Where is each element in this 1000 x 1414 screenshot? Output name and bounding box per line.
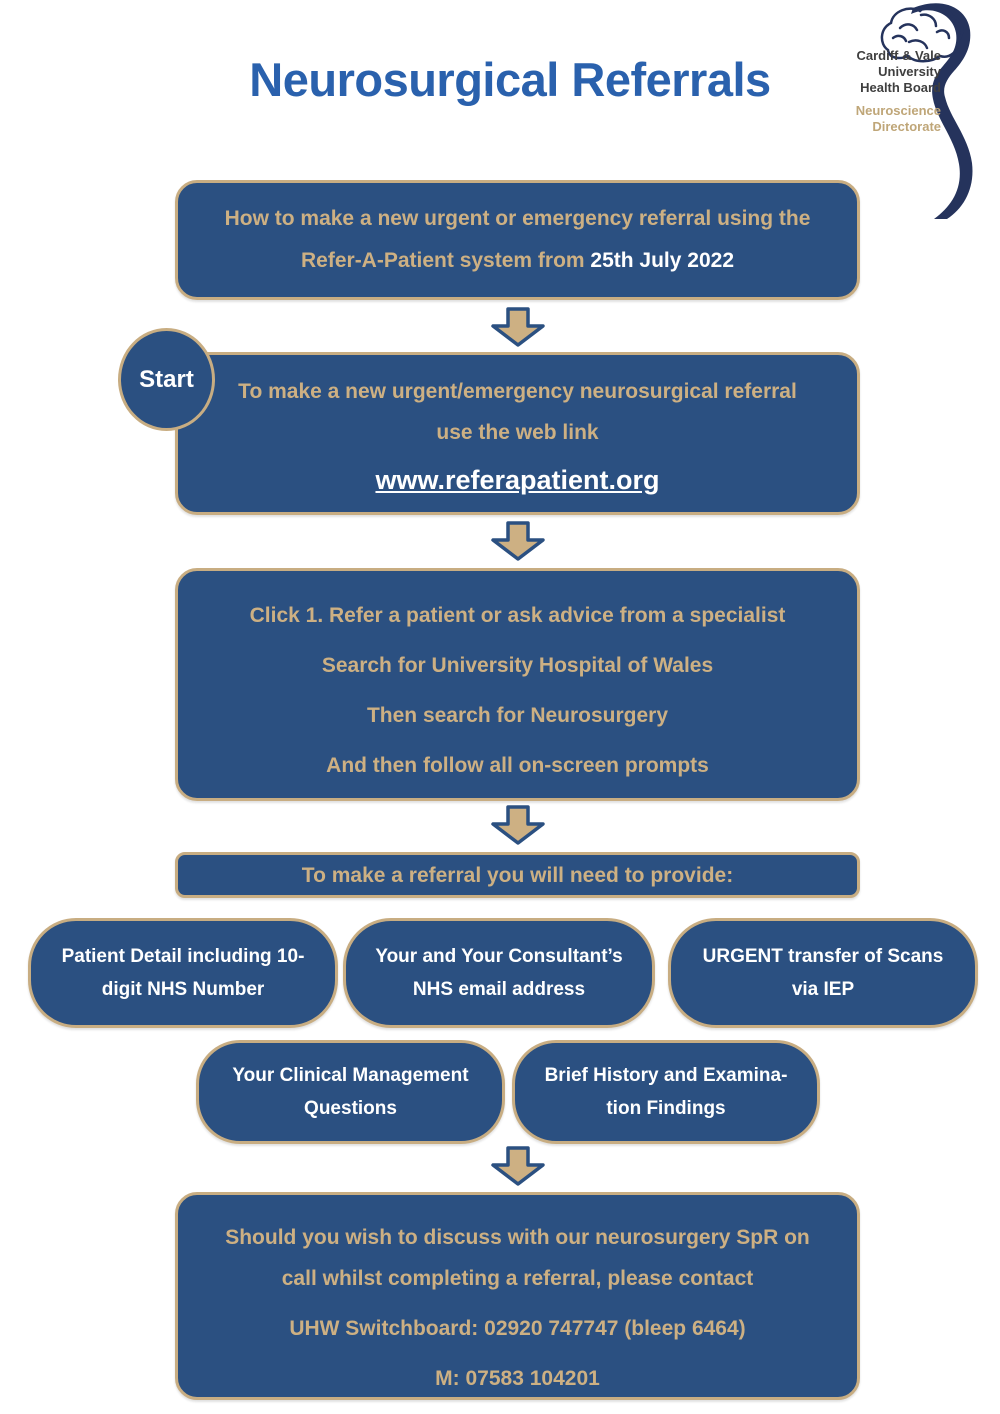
down-arrow-icon	[490, 1146, 546, 1186]
start-badge	[118, 328, 215, 431]
logo-text	[825, 48, 941, 135]
pill-line: Patient Detail including 10-	[61, 946, 305, 967]
provide-bar	[175, 852, 860, 898]
pill-line: Your Clinical Management	[232, 1065, 469, 1086]
mobile-number: M: 07583 104201	[435, 1367, 600, 1390]
steps-box	[175, 568, 860, 801]
contact-box	[175, 1192, 860, 1400]
down-arrow-icon	[490, 307, 546, 347]
step-line: Click 1. Refer a patient or ask advice from a specialist	[249, 604, 786, 627]
pill-line: tion Findings	[606, 1098, 726, 1119]
requirement-pill-management	[196, 1040, 505, 1144]
down-arrow-icon	[490, 521, 546, 561]
step-line: Then search for Neurosurgery	[366, 704, 669, 727]
contact-line2: call whilst completing a referral, please contact	[281, 1267, 754, 1290]
requirement-pill-scans	[668, 918, 978, 1028]
pill-line: NHS email address	[412, 979, 586, 1000]
pill-line: Brief History and Examina-	[544, 1065, 788, 1086]
intro-box	[175, 180, 860, 300]
logo-dept-line: Neuroscience	[855, 103, 941, 118]
requirement-pill-history	[512, 1040, 820, 1144]
pill-line: URGENT transfer of Scans	[702, 946, 944, 967]
start-label: Start	[139, 365, 194, 393]
logo-org-line: Cardiff & Vale	[856, 48, 941, 63]
weblink-line2: use the web link	[436, 421, 599, 444]
switchboard-number: UHW Switchboard: 02920 747747 (bleep 6464)	[289, 1317, 746, 1340]
provide-bar-label: To make a referral you will need to provide:	[301, 864, 734, 887]
contact-line1: Should you wish to discuss with our neurosurgery SpR on	[225, 1226, 810, 1249]
weblink-line1: To make a new urgent/emergency neurosurgical referral	[238, 380, 797, 403]
intro-line1: How to make a new urgent or emergency referral using the	[224, 207, 811, 230]
step-line: And then follow all on-screen prompts	[326, 754, 709, 777]
logo-org-line: Health Board	[860, 80, 941, 95]
step-line: Search for University Hospital of Wales	[321, 654, 714, 677]
intro-line2: Refer-A-Patient system from 25th July 2022	[301, 249, 734, 272]
pill-line: via IEP	[791, 979, 855, 1000]
pill-line: Questions	[304, 1098, 397, 1119]
pill-line: Your and Your Consultant’s	[375, 946, 623, 967]
requirement-pill-email	[343, 918, 655, 1028]
down-arrow-icon	[490, 805, 546, 845]
logo-dept-line: Directorate	[872, 119, 941, 134]
referapatient-link[interactable]: www.referapatient.org	[375, 465, 660, 495]
weblink-box	[175, 352, 860, 515]
requirement-pill-nhs-number	[28, 918, 338, 1028]
logo-org-line: University	[878, 64, 941, 79]
page-title: Neurosurgical Referrals	[249, 53, 771, 106]
pill-line: digit NHS Number	[101, 979, 265, 1000]
